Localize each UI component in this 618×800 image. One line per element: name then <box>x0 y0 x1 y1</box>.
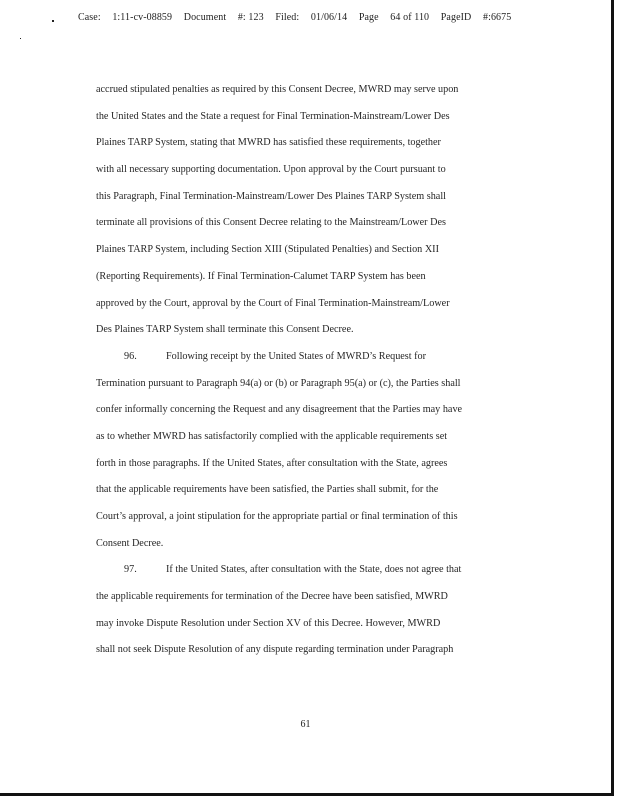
page-number: 61 <box>300 719 311 730</box>
body-line: Consent Decree. <box>96 537 164 549</box>
header-case-label: Case: <box>78 12 101 23</box>
body-line: Des Plaines TARP System shall terminate this Consent Decree. <box>96 324 354 336</box>
body-line: with all necessary supporting documentation. Upon approval by the Court pursuant to <box>96 164 446 176</box>
scan-speck <box>20 38 21 39</box>
body-line: forth in those paragraphs. If the United States, after consultation with the State, agrees <box>96 457 448 469</box>
body-line: Court’s approval, a joint stipulation for the appropriate partial or final termination of this <box>96 511 458 522</box>
court-filing-header <box>78 12 520 23</box>
paragraph-text: If the United States, after consultation with the State, does not agree that <box>166 564 462 576</box>
body-line: confer informally concerning the Request and any disagreement that the Parties may have <box>96 404 463 416</box>
header-page-label: Page <box>358 12 379 23</box>
header-page-of: 64 of 110 <box>390 12 430 23</box>
body-line: (Reporting Requirements). If Final Termination-Calumet TARP System has been <box>96 270 426 282</box>
body-line: Plaines TARP System, stating that MWRD has satisfied these requirements, together <box>96 137 441 149</box>
header-case-number: 1:11-cv-08859 <box>112 12 173 23</box>
document-body <box>96 77 514 664</box>
body-line: as to whether MWRD has satisfactorily complied with the applicable requirements set <box>96 430 448 442</box>
paragraph-97-first-line <box>96 557 514 584</box>
header-document-number: #: 123 <box>237 12 264 23</box>
paragraph-number: 96. <box>124 350 137 362</box>
body-line: the United States and the State a request for Final Termination-Mainstream/Lower Des <box>96 110 450 122</box>
body-line: Plaines TARP System, including Section XIII (Stipulated Penalties) and Section XII <box>96 244 439 256</box>
header-pageid-label: PageID <box>440 12 472 23</box>
body-line: terminate all provisions of this Consent Decree relating to the Mainstream/Lower Des <box>96 217 446 229</box>
body-line: may invoke Dispute Resolution under Section XV of this Decree. However, MWRD <box>96 617 441 629</box>
header-filed-label: Filed: <box>275 12 300 23</box>
body-line: the applicable requirements for termination of the Decree have been satisfied, MWRD <box>96 591 448 603</box>
paragraph-96-first-line <box>96 344 514 371</box>
scan-speck <box>52 20 54 22</box>
paragraph-number: 97. <box>124 564 137 576</box>
body-line: that the applicable requirements have been satisfied, the Parties shall submit, for the <box>96 484 439 496</box>
header-filed-date: 01/06/14 <box>310 12 348 23</box>
body-line: this Paragraph, Final Termination-Mainstream/Lower Des Plaines TARP System shall <box>96 190 446 202</box>
header-pageid-number: #:6675 <box>482 12 512 23</box>
body-line: Termination pursuant to Paragraph 94(a) or (b) or Paragraph 95(a) or (c), the Parties shall <box>96 377 461 389</box>
paragraph-text: Following receipt by the United States of MWRD’s Request for <box>166 350 427 362</box>
body-line: approved by the Court, approval by the Court of Final Termination-Mainstream/Lower <box>96 297 450 309</box>
header-document-label: Document <box>183 12 227 23</box>
body-line: shall not seek Dispute Resolution of any dispute regarding termination under Paragraph <box>96 644 454 656</box>
body-line: accrued stipulated penalties as required by this Consent Decree, MWRD may serve upon <box>96 84 459 95</box>
